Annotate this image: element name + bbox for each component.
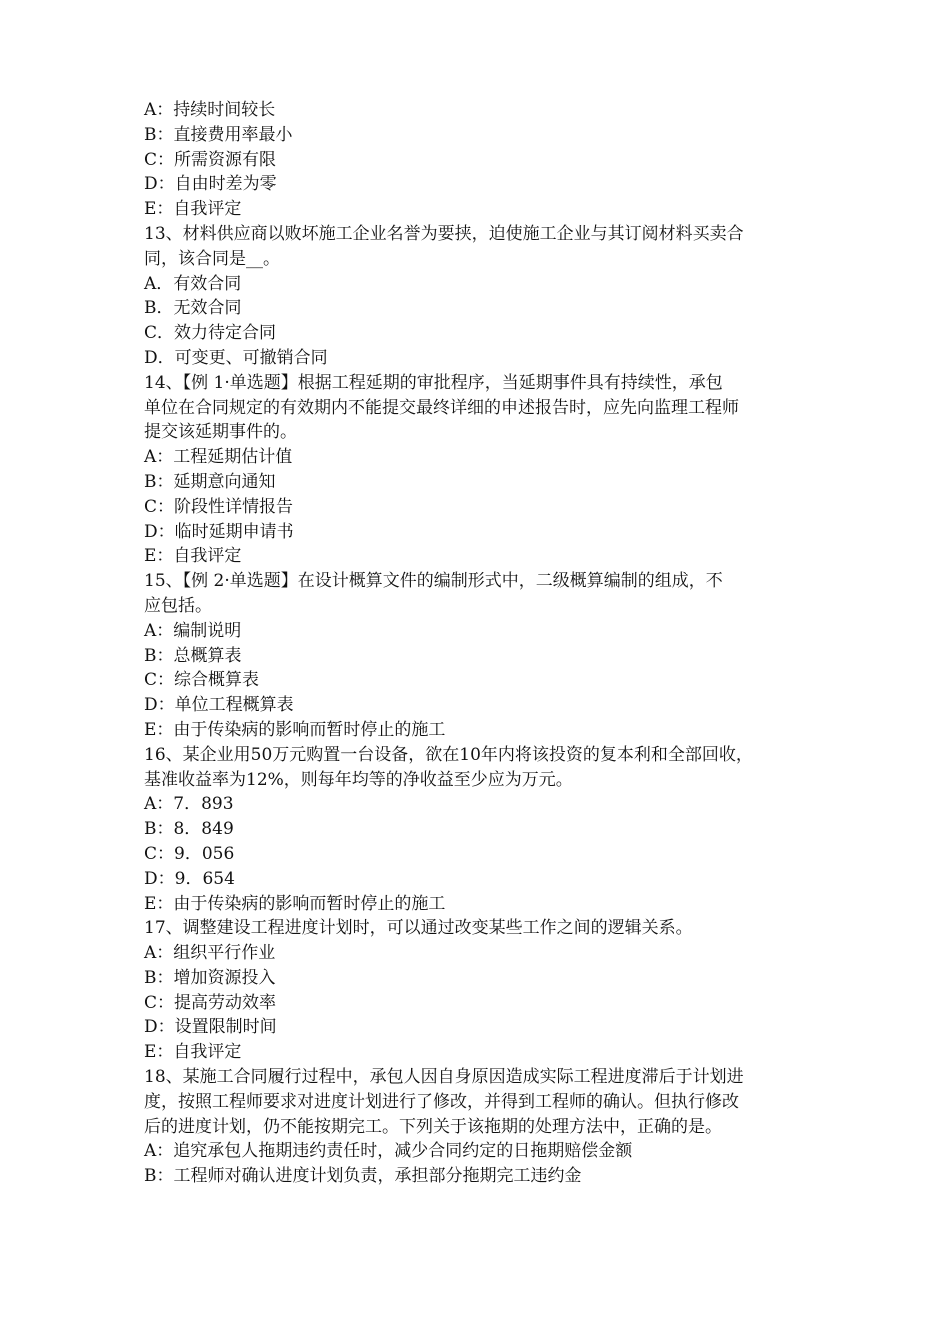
text-line: B：工程师对确认进度计划负责，承担部分拖期完工违约金 [144, 1166, 582, 1187]
text-line: 同，该合同是__。 [144, 248, 280, 269]
text-line: D：9．654 [144, 868, 235, 889]
text-line: E：自我评定 [144, 199, 242, 220]
text-line: C：阶段性详情报告 [144, 496, 294, 517]
text-line: A：组织平行作业 [144, 943, 276, 964]
text-line: C：9．056 [144, 843, 235, 864]
text-line: A：持续时间较长 [144, 100, 276, 120]
text-line: B：直接费用率最小 [144, 124, 293, 145]
text-line: C：所需资源有限 [144, 149, 277, 170]
text-line: D．可变更、可撤销合同 [144, 347, 328, 368]
text-line: 应包括。 [144, 595, 212, 616]
text-line: C．效力待定合同 [144, 323, 277, 344]
question-15-line: 15、【例 2·单选题】在设计概算文件的编制形式中，二级概算编制的组成，不 [144, 571, 723, 592]
question-13-line: 13、材料供应商以败坏施工企业名誉为要挟，迫使施工企业与其订阅材料买卖合 [144, 223, 744, 244]
text-line: D：临时延期申请书 [144, 521, 294, 542]
text-line: C：提高劳动效率 [144, 992, 277, 1013]
text-line: A：7．893 [144, 794, 234, 815]
document-page [144, 98, 810, 1189]
text-line: B．无效合同 [144, 298, 242, 319]
text-line: 提交该延期事件的。 [144, 422, 297, 443]
text-line: D：单位工程概算表 [144, 695, 294, 716]
text-line: C：综合概算表 [144, 670, 260, 691]
text-line: A：工程延期估计值 [144, 447, 293, 468]
question-18-line: 18、某施工合同履行过程中，承包人因自身原因造成实际工程进度滞后于计划进 [144, 1067, 744, 1088]
text-line: B：总概算表 [144, 645, 242, 666]
text-line: A：编制说明 [144, 620, 242, 641]
text-line: 单位在合同规定的有效期内不能提交最终详细的申述报告时，应先向监理工程师 [144, 397, 739, 418]
text-line: 后的进度计划，仍不能按期完工。下列关于该拖期的处理方法中，正确的是。 [144, 1116, 722, 1137]
text-line: D：自由时差为零 [144, 174, 277, 195]
text-line: E：自我评定 [144, 546, 242, 567]
text-line: B：增加资源投入 [144, 967, 276, 988]
text-line: 度，按照工程师要求对进度计划进行了修改，并得到工程师的确认。但执行修改 [144, 1091, 739, 1112]
text-line: E：由于传染病的影响而暂时停止的施工 [144, 719, 446, 740]
question-14-line: 14、【例 1·单选题】根据工程延期的审批程序，当延期事件具有持续性，承包 [144, 372, 723, 393]
question-16-line: 16、某企业用50万元购置一台设备，欲在10年内将该投资的复本利和全部回收， [144, 744, 753, 765]
text-line: 基准收益率为12%，则每年均等的净收益至少应为万元。 [144, 769, 573, 790]
text-line: A：追究承包人拖期违约责任时，减少合同约定的日拖期赔偿金额 [144, 1141, 633, 1162]
text-line: A．有效合同 [144, 273, 242, 294]
text-line: D：设置限制时间 [144, 1017, 277, 1038]
question-17-line: 17、调整建设工程进度计划时，可以通过改变某些工作之间的逻辑关系。 [144, 918, 693, 939]
text-line: B：8．849 [144, 819, 234, 840]
text-line: B：延期意向通知 [144, 471, 276, 492]
text-line: E：由于传染病的影响而暂时停止的施工 [144, 893, 446, 914]
text-line: E：自我评定 [144, 1042, 242, 1063]
